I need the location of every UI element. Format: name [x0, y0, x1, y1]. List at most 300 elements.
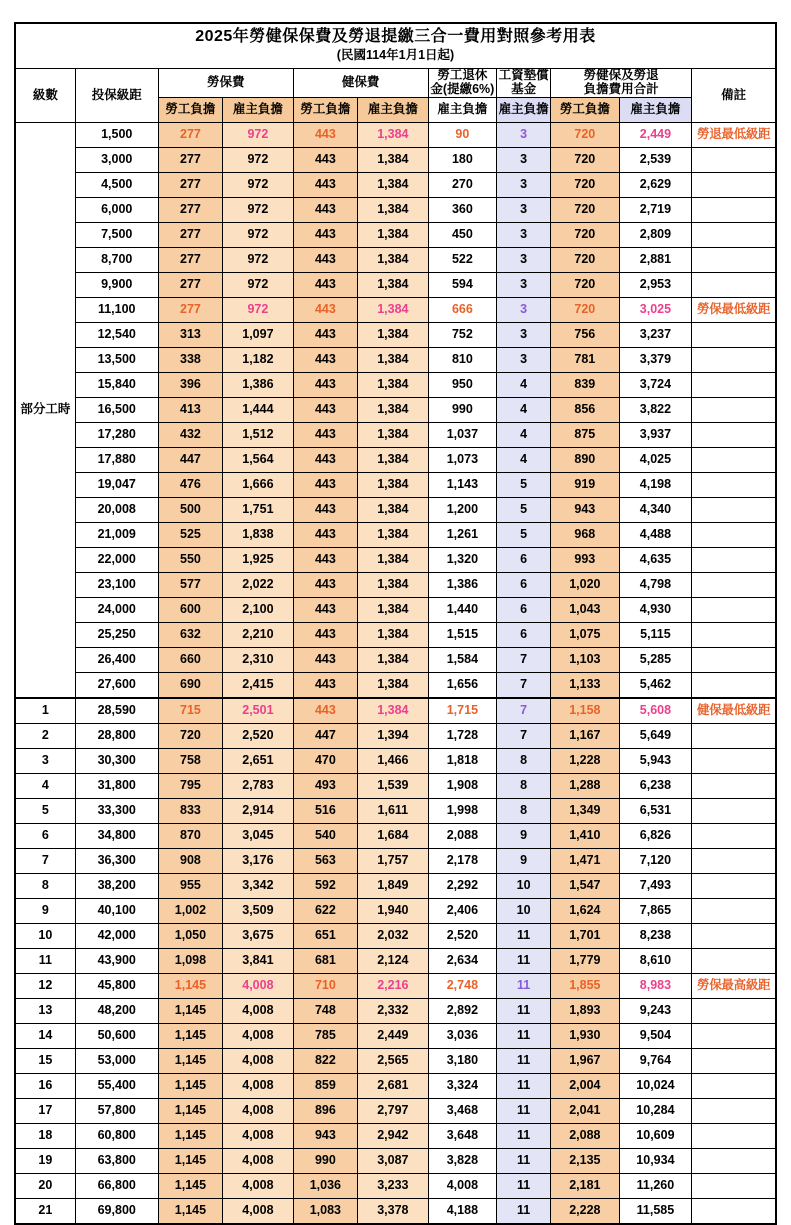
- table-row: [15, 572, 776, 597]
- cell-labor-employer: 1,182: [223, 347, 294, 372]
- cell-labor-employee: 338: [158, 347, 222, 372]
- subheader-pension-employer: 雇主負擔: [428, 97, 497, 122]
- cell-health-employer: 1,384: [358, 597, 429, 622]
- table-row: [15, 1148, 776, 1173]
- subheader-total-employee: 勞工負擔: [551, 97, 620, 122]
- table-body: [15, 122, 776, 1224]
- table-row: [15, 222, 776, 247]
- cell-labor-employer: 4,008: [223, 1173, 294, 1198]
- cell-bracket: 6,000: [75, 197, 158, 222]
- cell-remark: [692, 547, 776, 572]
- cell-remark: [692, 873, 776, 898]
- cell-total-employer: 5,462: [619, 672, 692, 698]
- cell-pension: 2,634: [428, 948, 497, 973]
- cell-total-employee: 1,779: [551, 948, 620, 973]
- cell-total-employee: 720: [551, 297, 620, 322]
- cell-total-employee: 720: [551, 172, 620, 197]
- table-row: [15, 823, 776, 848]
- cell-total-employer: 4,198: [619, 472, 692, 497]
- cell-health-employee: 785: [293, 1023, 357, 1048]
- cell-grade: 13: [15, 998, 75, 1023]
- cell-remark: [692, 522, 776, 547]
- cell-labor-employer: 4,008: [223, 973, 294, 998]
- cell-labor-employer: 2,310: [223, 647, 294, 672]
- cell-labor-employer: 1,751: [223, 497, 294, 522]
- cell-pension: 1,515: [428, 622, 497, 647]
- cell-grade: 18: [15, 1123, 75, 1148]
- table-row: [15, 272, 776, 297]
- cell-wage-fund: 11: [497, 1023, 551, 1048]
- cell-health-employer: 1,384: [358, 247, 429, 272]
- cell-wage-fund: 4: [497, 447, 551, 472]
- cell-wage-fund: 3: [497, 222, 551, 247]
- cell-pension: 2,406: [428, 898, 497, 923]
- cell-total-employer: 10,934: [619, 1148, 692, 1173]
- cell-health-employer: 1,384: [358, 698, 429, 724]
- cell-labor-employee: 1,002: [158, 898, 222, 923]
- cell-bracket: 21,009: [75, 522, 158, 547]
- cell-wage-fund: 11: [497, 923, 551, 948]
- cell-pension: 1,143: [428, 472, 497, 497]
- cell-health-employer: 1,539: [358, 773, 429, 798]
- cell-labor-employer: 972: [223, 147, 294, 172]
- cell-remark: [692, 347, 776, 372]
- cell-labor-employer: 2,520: [223, 723, 294, 748]
- cell-labor-employer: 972: [223, 297, 294, 322]
- cell-wage-fund: 4: [497, 372, 551, 397]
- cell-total-employer: 9,243: [619, 998, 692, 1023]
- cell-health-employee: 443: [293, 497, 357, 522]
- cell-bracket: 57,800: [75, 1098, 158, 1123]
- cell-pension: 1,320: [428, 547, 497, 572]
- cell-pension: 2,892: [428, 998, 497, 1023]
- cell-labor-employee: 525: [158, 522, 222, 547]
- table-row: [15, 447, 776, 472]
- cell-wage-fund: 11: [497, 1098, 551, 1123]
- cell-pension: 1,715: [428, 698, 497, 724]
- cell-labor-employer: 4,008: [223, 1073, 294, 1098]
- cell-health-employer: 1,384: [358, 272, 429, 297]
- table-row: [15, 397, 776, 422]
- cell-health-employer: 1,384: [358, 672, 429, 698]
- cell-labor-employer: 1,512: [223, 422, 294, 447]
- header-grade: 級數: [15, 69, 75, 123]
- cell-total-employer: 4,340: [619, 497, 692, 522]
- table-row: [15, 372, 776, 397]
- cell-total-employer: 5,943: [619, 748, 692, 773]
- cell-labor-employer: 3,342: [223, 873, 294, 898]
- cell-labor-employer: 1,444: [223, 397, 294, 422]
- cell-bracket: 11,100: [75, 297, 158, 322]
- cell-total-employer: 5,285: [619, 647, 692, 672]
- cell-health-employee: 990: [293, 1148, 357, 1173]
- cell-total-employee: 919: [551, 472, 620, 497]
- cell-bracket: 8,700: [75, 247, 158, 272]
- cell-health-employer: 1,384: [358, 372, 429, 397]
- cell-labor-employee: 660: [158, 647, 222, 672]
- cell-remark: [692, 1173, 776, 1198]
- header-total: 勞健保及勞退 負擔費用合計: [551, 69, 692, 98]
- cell-total-employer: 10,609: [619, 1123, 692, 1148]
- cell-wage-fund: 10: [497, 873, 551, 898]
- cell-wage-fund: 8: [497, 773, 551, 798]
- cell-remark: 勞退最低級距: [692, 122, 776, 147]
- table-row: [15, 122, 776, 147]
- cell-labor-employee: 908: [158, 848, 222, 873]
- cell-pension: 752: [428, 322, 497, 347]
- cell-total-employer: 2,539: [619, 147, 692, 172]
- cell-bracket: 55,400: [75, 1073, 158, 1098]
- cell-bracket: 30,300: [75, 748, 158, 773]
- cell-health-employee: 651: [293, 923, 357, 948]
- cell-health-employer: 1,384: [358, 122, 429, 147]
- cell-pension: 1,037: [428, 422, 497, 447]
- cell-health-employer: 1,394: [358, 723, 429, 748]
- cell-grade: 6: [15, 823, 75, 848]
- cell-remark: [692, 647, 776, 672]
- cell-health-employee: 540: [293, 823, 357, 848]
- cell-health-employer: 1,611: [358, 798, 429, 823]
- cell-labor-employee: 396: [158, 372, 222, 397]
- cell-health-employee: 1,036: [293, 1173, 357, 1198]
- cell-remark: [692, 672, 776, 698]
- cell-grade: 14: [15, 1023, 75, 1048]
- cell-pension: 360: [428, 197, 497, 222]
- cell-grade: 10: [15, 923, 75, 948]
- cell-total-employer: 10,284: [619, 1098, 692, 1123]
- cell-total-employee: 720: [551, 222, 620, 247]
- cell-bracket: 50,600: [75, 1023, 158, 1048]
- table-row: [15, 347, 776, 372]
- cell-remark: [692, 1198, 776, 1224]
- cell-bracket: 17,280: [75, 422, 158, 447]
- header-health-insurance: 健保費: [293, 69, 428, 98]
- cell-health-employer: 1,384: [358, 447, 429, 472]
- cell-wage-fund: 3: [497, 272, 551, 297]
- cell-total-employer: 3,237: [619, 322, 692, 347]
- cell-labor-employer: 3,675: [223, 923, 294, 948]
- cell-bracket: 40,100: [75, 898, 158, 923]
- cell-wage-fund: 7: [497, 672, 551, 698]
- cell-pension: 3,468: [428, 1098, 497, 1123]
- table-row: [15, 422, 776, 447]
- cell-labor-employer: 2,783: [223, 773, 294, 798]
- cell-bracket: 63,800: [75, 1148, 158, 1173]
- subheader-health-employee: 勞工負擔: [293, 97, 357, 122]
- cell-health-employer: 1,384: [358, 422, 429, 447]
- cell-bracket: 22,000: [75, 547, 158, 572]
- cell-labor-employee: 1,050: [158, 923, 222, 948]
- cell-total-employee: 2,041: [551, 1098, 620, 1123]
- table-row: [15, 1198, 776, 1224]
- subheader-total-employer: 雇主負擔: [619, 97, 692, 122]
- cell-pension: 1,728: [428, 723, 497, 748]
- cell-grade: 12: [15, 973, 75, 998]
- cell-health-employee: 622: [293, 898, 357, 923]
- cell-health-employer: 1,384: [358, 647, 429, 672]
- cell-wage-fund: 3: [497, 172, 551, 197]
- cell-labor-employee: 277: [158, 222, 222, 247]
- cell-labor-employee: 500: [158, 497, 222, 522]
- cell-bracket: 1,500: [75, 122, 158, 147]
- cell-health-employer: 2,681: [358, 1073, 429, 1098]
- cell-labor-employee: 870: [158, 823, 222, 848]
- cell-wage-fund: 11: [497, 1123, 551, 1148]
- cell-remark: [692, 998, 776, 1023]
- cell-pension: 1,908: [428, 773, 497, 798]
- cell-total-employer: 2,881: [619, 247, 692, 272]
- table-row: [15, 748, 776, 773]
- cell-remark: [692, 497, 776, 522]
- cell-wage-fund: 5: [497, 472, 551, 497]
- cell-total-employer: 8,610: [619, 948, 692, 973]
- cell-wage-fund: 7: [497, 647, 551, 672]
- cell-health-employer: 1,384: [358, 522, 429, 547]
- cell-total-employee: 720: [551, 272, 620, 297]
- cell-health-employee: 443: [293, 222, 357, 247]
- cell-total-employer: 3,937: [619, 422, 692, 447]
- cell-pension: 1,998: [428, 798, 497, 823]
- cell-total-employee: 2,004: [551, 1073, 620, 1098]
- cell-total-employee: 1,930: [551, 1023, 620, 1048]
- cell-total-employee: 1,133: [551, 672, 620, 698]
- cell-total-employer: 2,953: [619, 272, 692, 297]
- cell-health-employee: 443: [293, 622, 357, 647]
- cell-health-employer: 1,384: [358, 147, 429, 172]
- cell-labor-employer: 1,564: [223, 447, 294, 472]
- cell-health-employee: 443: [293, 247, 357, 272]
- cell-labor-employee: 795: [158, 773, 222, 798]
- cell-bracket: 25,250: [75, 622, 158, 647]
- table-row: [15, 873, 776, 898]
- cell-wage-fund: 4: [497, 422, 551, 447]
- cell-pension: 3,180: [428, 1048, 497, 1073]
- cell-total-employee: 1,701: [551, 923, 620, 948]
- cell-health-employee: 447: [293, 723, 357, 748]
- cell-total-employee: 781: [551, 347, 620, 372]
- cell-pension: 180: [428, 147, 497, 172]
- cell-wage-fund: 9: [497, 848, 551, 873]
- cell-labor-employer: 2,914: [223, 798, 294, 823]
- cell-health-employee: 443: [293, 572, 357, 597]
- cell-pension: 1,818: [428, 748, 497, 773]
- cell-pension: 4,188: [428, 1198, 497, 1224]
- cell-remark: [692, 572, 776, 597]
- cell-total-employer: 8,238: [619, 923, 692, 948]
- page-title: 2025年勞健保保費及勞退提繳三合一費用對照參考用表: [195, 28, 596, 45]
- cell-total-employer: 2,629: [619, 172, 692, 197]
- cell-remark: [692, 322, 776, 347]
- cell-remark: [692, 898, 776, 923]
- cell-labor-employer: 3,509: [223, 898, 294, 923]
- cell-bracket: 17,880: [75, 447, 158, 472]
- cell-total-employee: 1,471: [551, 848, 620, 873]
- table-row: [15, 898, 776, 923]
- cell-bracket: 20,008: [75, 497, 158, 522]
- table-row: [15, 522, 776, 547]
- cell-grade: 8: [15, 873, 75, 898]
- cell-labor-employee: 577: [158, 572, 222, 597]
- cell-total-employer: 7,120: [619, 848, 692, 873]
- cell-total-employee: 839: [551, 372, 620, 397]
- cell-health-employer: 1,384: [358, 222, 429, 247]
- cell-labor-employer: 972: [223, 272, 294, 297]
- cell-health-employer: 2,332: [358, 998, 429, 1023]
- cell-wage-fund: 6: [497, 622, 551, 647]
- cell-total-employee: 720: [551, 122, 620, 147]
- cell-total-employer: 10,024: [619, 1073, 692, 1098]
- cell-health-employee: 443: [293, 122, 357, 147]
- cell-grade: 17: [15, 1098, 75, 1123]
- cell-pension: 3,828: [428, 1148, 497, 1173]
- cell-total-employee: 2,088: [551, 1123, 620, 1148]
- cell-pension: 1,261: [428, 522, 497, 547]
- cell-health-employee: 859: [293, 1073, 357, 1098]
- cell-health-employee: 681: [293, 948, 357, 973]
- cell-pension: 1,440: [428, 597, 497, 622]
- cell-pension: 2,292: [428, 873, 497, 898]
- cell-wage-fund: 8: [497, 798, 551, 823]
- cell-remark: [692, 798, 776, 823]
- subheader-labor-employer: 雇主負擔: [223, 97, 294, 122]
- cell-pension: 990: [428, 397, 497, 422]
- cell-labor-employee: 1,145: [158, 1048, 222, 1073]
- cell-total-employer: 2,449: [619, 122, 692, 147]
- cell-pension: 1,073: [428, 447, 497, 472]
- cell-total-employer: 5,649: [619, 723, 692, 748]
- cell-total-employer: 4,488: [619, 522, 692, 547]
- cell-health-employee: 443: [293, 447, 357, 472]
- cell-remark: 勞保最低級距: [692, 297, 776, 322]
- cell-grade: 7: [15, 848, 75, 873]
- cell-labor-employee: 720: [158, 723, 222, 748]
- cell-labor-employee: 277: [158, 172, 222, 197]
- cell-health-employer: 2,942: [358, 1123, 429, 1148]
- cell-wage-fund: 11: [497, 1148, 551, 1173]
- cell-health-employee: 896: [293, 1098, 357, 1123]
- table-row: [15, 923, 776, 948]
- cell-health-employee: 443: [293, 522, 357, 547]
- cell-total-employee: 1,158: [551, 698, 620, 724]
- cell-wage-fund: 8: [497, 748, 551, 773]
- cell-health-employee: 443: [293, 272, 357, 297]
- table-row: [15, 622, 776, 647]
- cell-remark: [692, 422, 776, 447]
- cell-grade: 3: [15, 748, 75, 773]
- cell-wage-fund: 9: [497, 823, 551, 848]
- cell-health-employee: 563: [293, 848, 357, 873]
- cell-wage-fund: 11: [497, 948, 551, 973]
- cell-wage-fund: 11: [497, 1198, 551, 1224]
- cell-wage-fund: 3: [497, 297, 551, 322]
- cell-bracket: 4,500: [75, 172, 158, 197]
- cell-health-employee: 443: [293, 472, 357, 497]
- table-row: [15, 1073, 776, 1098]
- cell-wage-fund: 11: [497, 1173, 551, 1198]
- cell-grade: 15: [15, 1048, 75, 1073]
- table-row: [15, 172, 776, 197]
- cell-total-employer: 9,764: [619, 1048, 692, 1073]
- cell-remark: [692, 447, 776, 472]
- cell-health-employer: 1,384: [358, 197, 429, 222]
- cell-health-employee: 443: [293, 297, 357, 322]
- cell-total-employee: 856: [551, 397, 620, 422]
- cell-pension: 2,748: [428, 973, 497, 998]
- cell-total-employer: 11,585: [619, 1198, 692, 1224]
- cell-health-employee: 443: [293, 397, 357, 422]
- page-subtitle: (民國114年1月1日起): [336, 47, 455, 62]
- cell-wage-fund: 11: [497, 1073, 551, 1098]
- cell-health-employer: 1,384: [358, 472, 429, 497]
- cell-labor-employer: 1,097: [223, 322, 294, 347]
- cell-health-employer: 3,233: [358, 1173, 429, 1198]
- cell-bracket: 13,500: [75, 347, 158, 372]
- cell-labor-employee: 1,145: [158, 1023, 222, 1048]
- cell-labor-employer: 4,008: [223, 1098, 294, 1123]
- cell-grade: 21: [15, 1198, 75, 1224]
- cell-remark: [692, 923, 776, 948]
- cell-remark: [692, 848, 776, 873]
- subheader-labor-employee: 勞工負擔: [158, 97, 222, 122]
- premium-reference-table: [14, 22, 777, 1225]
- cell-labor-employee: 1,145: [158, 1098, 222, 1123]
- table-row: [15, 597, 776, 622]
- cell-wage-fund: 3: [497, 197, 551, 222]
- cell-bracket: 69,800: [75, 1198, 158, 1224]
- cell-grade: 5: [15, 798, 75, 823]
- cell-labor-employer: 2,415: [223, 672, 294, 698]
- cell-remark: 勞保最高級距: [692, 973, 776, 998]
- cell-labor-employee: 690: [158, 672, 222, 698]
- cell-labor-employer: 1,666: [223, 472, 294, 497]
- cell-total-employee: 943: [551, 497, 620, 522]
- cell-grade: 9: [15, 898, 75, 923]
- cell-health-employee: 493: [293, 773, 357, 798]
- cell-labor-employee: 1,145: [158, 973, 222, 998]
- cell-total-employer: 4,798: [619, 572, 692, 597]
- cell-grade: 1: [15, 698, 75, 724]
- cell-total-employer: 2,809: [619, 222, 692, 247]
- cell-health-employer: 1,384: [358, 622, 429, 647]
- cell-remark: [692, 272, 776, 297]
- cell-remark: [692, 197, 776, 222]
- cell-remark: [692, 397, 776, 422]
- cell-pension: 3,648: [428, 1123, 497, 1148]
- table-row: [15, 773, 776, 798]
- cell-labor-employer: 972: [223, 222, 294, 247]
- header-pension: 勞工退休 金(提繳6%): [428, 69, 497, 98]
- cell-remark: [692, 948, 776, 973]
- cell-total-employer: 7,865: [619, 898, 692, 923]
- cell-labor-employer: 1,386: [223, 372, 294, 397]
- cell-pension: 1,584: [428, 647, 497, 672]
- table-row: [15, 672, 776, 698]
- cell-wage-fund: 11: [497, 973, 551, 998]
- cell-remark: [692, 1123, 776, 1148]
- subheader-wagefund-employer: 雇主負擔: [497, 97, 551, 122]
- cell-health-employer: 1,384: [358, 172, 429, 197]
- table-row: [15, 547, 776, 572]
- cell-bracket: 24,000: [75, 597, 158, 622]
- cell-health-employee: 470: [293, 748, 357, 773]
- cell-labor-employee: 1,145: [158, 1123, 222, 1148]
- cell-bracket: 31,800: [75, 773, 158, 798]
- cell-total-employee: 720: [551, 197, 620, 222]
- cell-total-employee: 1,228: [551, 748, 620, 773]
- cell-total-employer: 3,025: [619, 297, 692, 322]
- cell-wage-fund: 6: [497, 547, 551, 572]
- cell-total-employer: 4,025: [619, 447, 692, 472]
